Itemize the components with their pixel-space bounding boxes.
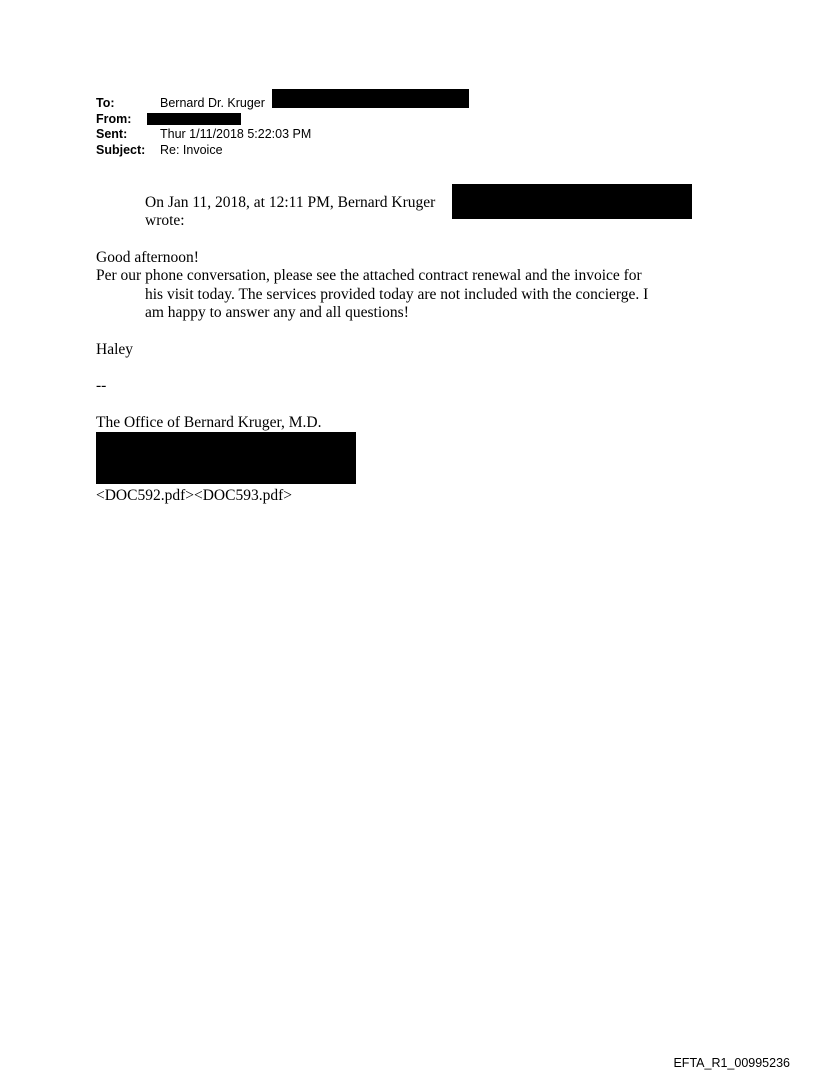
subject-value: Re: Invoice xyxy=(160,142,223,157)
to-label: To: xyxy=(96,96,115,110)
sent-value: Thur 1/11/2018 5:22:03 PM xyxy=(160,127,312,141)
message-line-3: am happy to answer any and all questions! xyxy=(145,304,409,321)
signature-separator: -- xyxy=(96,377,107,394)
document-id: EFTA_R1_00995236 xyxy=(673,1056,790,1070)
redaction-quote-email xyxy=(452,184,692,219)
message-line-2: his visit today. The services provided today are not included with the concierge. I xyxy=(145,286,649,303)
quote-intro: On Jan 11, 2018, at 12:11 PM, Bernard Kruger xyxy=(145,194,436,211)
attachments: <DOC592.pdf><DOC593.pdf> xyxy=(96,487,292,504)
greeting: Good afternoon! xyxy=(96,249,199,266)
signoff: Haley xyxy=(96,341,134,358)
redaction-from-name xyxy=(147,113,241,125)
sent-label: Sent: xyxy=(96,127,128,141)
redaction-office-contact xyxy=(96,432,356,484)
office-name: The Office of Bernard Kruger, M.D. xyxy=(96,414,322,431)
redaction-to-email xyxy=(272,89,469,108)
message-line-1: Per our phone conversation, please see the attached contract renewal and the invoice for xyxy=(96,267,642,284)
to-value: Bernard Dr. Kruger xyxy=(160,96,265,110)
quote-wrote: wrote: xyxy=(145,212,185,229)
subject-label: Subject: xyxy=(96,142,146,157)
from-label: From: xyxy=(96,111,132,126)
